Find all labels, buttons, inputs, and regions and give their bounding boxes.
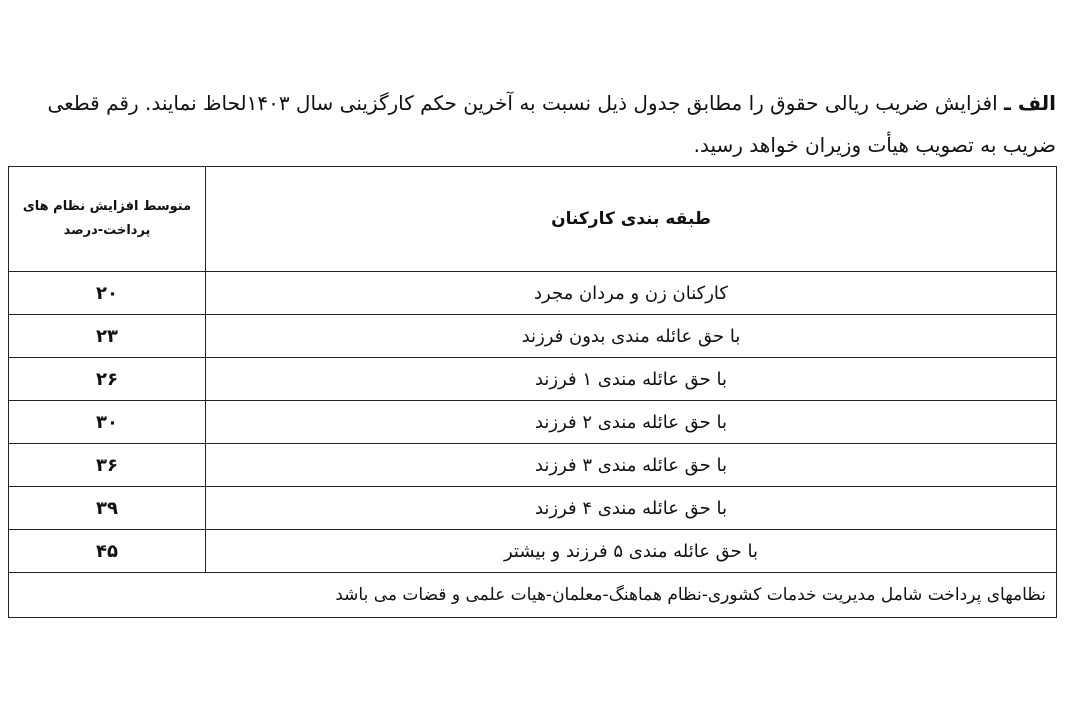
header-category: طبقه بندی کارکنان (206, 167, 1057, 272)
category-cell: با حق عائله مندی بدون فرزند (206, 315, 1057, 358)
table-row (9, 272, 1057, 315)
category-cell: با حق عائله مندی ۲ فرزند (206, 401, 1057, 444)
intro-paragraph (10, 82, 1056, 166)
percent-cell: ۲۶ (9, 358, 206, 401)
table-row (9, 315, 1057, 358)
percent-cell: ۲۳ (9, 315, 206, 358)
table-row (9, 530, 1057, 573)
category-cell: با حق عائله مندی ۱ فرزند (206, 358, 1057, 401)
table-footnote: نظامهای پرداخت شامل مدیریت خدمات کشوری-نظام هماهنگ-معلمان-هیات علمی و قضات می باشد (9, 573, 1057, 618)
intro-text: افزایش ضریب ریالی حقوق را مطابق جدول ذیل نسبت به آخرین حکم کارگزینی سال ۱۴۰۳لحاظ نمایند. رقم قطعی ضریب به تصویب هیأت وزیران خواهد رسید. (47, 91, 1056, 157)
table-header-row (9, 167, 1057, 272)
salary-increase-table (8, 166, 1057, 618)
intro-lead: الف ـ (1004, 91, 1056, 115)
percent-cell: ۳۶ (9, 444, 206, 487)
percent-cell: ۴۵ (9, 530, 206, 573)
table-row (9, 401, 1057, 444)
header-percent: متوسط افزایش نظام های پرداخت-درصد (9, 167, 206, 272)
table-row (9, 358, 1057, 401)
percent-cell: ۲۰ (9, 272, 206, 315)
category-cell: کارکنان زن و مردان مجرد (206, 272, 1057, 315)
percent-cell: ۳۰ (9, 401, 206, 444)
table-footnote-row (9, 573, 1057, 618)
category-cell: با حق عائله مندی ۳ فرزند (206, 444, 1057, 487)
category-cell: با حق عائله مندی ۴ فرزند (206, 487, 1057, 530)
table-row (9, 444, 1057, 487)
table-row (9, 487, 1057, 530)
percent-cell: ۳۹ (9, 487, 206, 530)
category-cell: با حق عائله مندی ۵ فرزند و بیشتر (206, 530, 1057, 573)
